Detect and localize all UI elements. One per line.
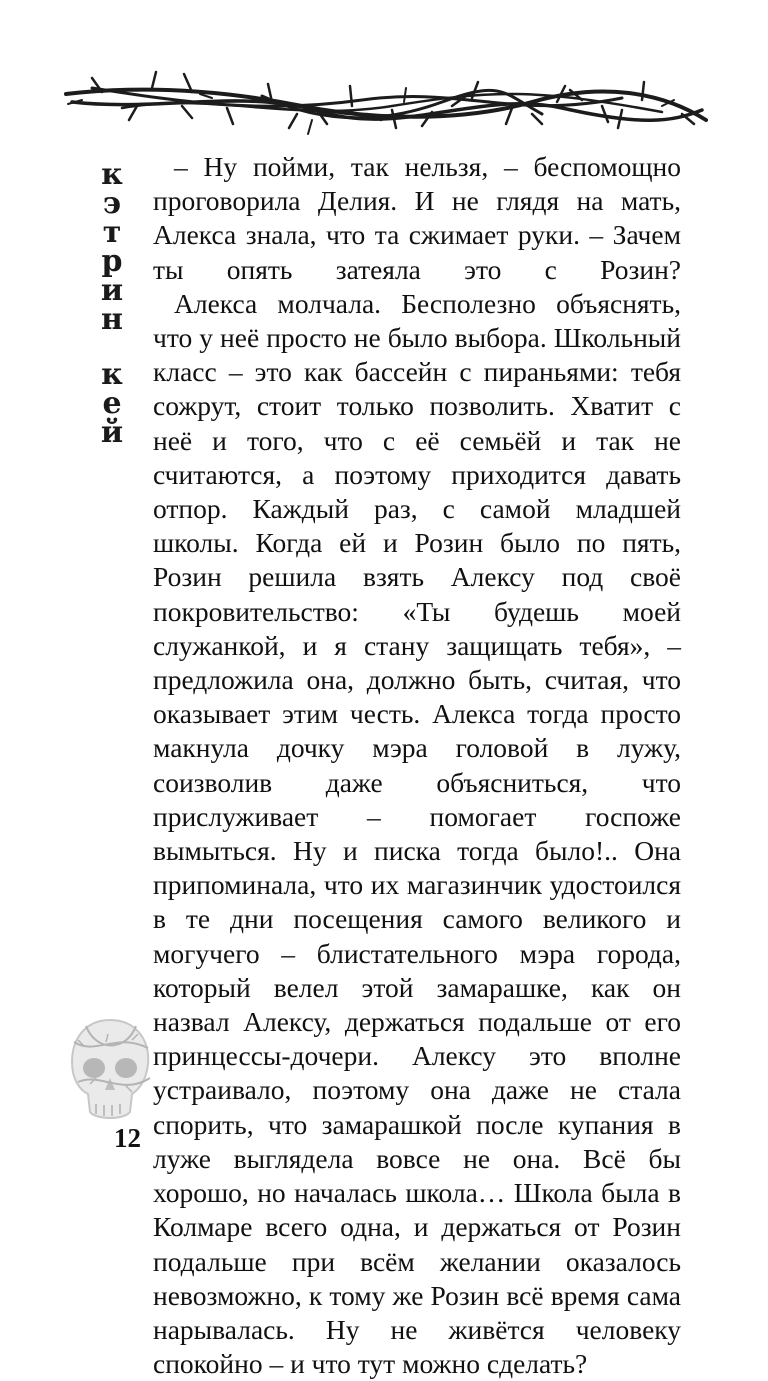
author-name-vertical <box>84 157 140 450</box>
paragraph: Алекса молчала. Бесполезно объяснять, что у неё просто не было выбора. Школьный класс – это как бассейн с пираньями: тебя сожрут, стоит только позволить. Хватит с неё и того, что с её семьёй и так не считаются, а поэтому приходится давать отпор. Каждый раз, с самой младшей школы. Когда ей и Розин было по пять, Розин решила взять Алексу под своё покровительство: «Ты будешь моей служанкой, и я стану защищать тебя», – предложила она, должно быть, считая, что оказывает этим честь. Алекса тогда просто макнула дочку мэра головой в лужу, соизволив даже объясниться, что прислуживает – помогает госпоже вымыться. Ну и писка тогда было!.. Она припоминала, что их магазинчик удостоился в те дни посещения самого великого и могучего – блистательного мэра города, который велел этой замарашке, как он назвал Алексу, держаться подальше от его принцессы-дочери. Алексу это вполне устраивало, поэтому она даже не стала спорить, что замарашкой после купания в луже выглядела вовсе не она. Всё бы хорошо, но началась школа… Школа была в Колмаре всего одна, и держаться от Розин подальше при всём желании оказалось невозможно, к тому же Розин всё время сама нарывалась. Ну не живётся человеку спокойно – и что тут можно сделать? <box>153 287 681 1380</box>
body-text <box>153 150 681 1381</box>
author-letter: н <box>101 302 123 337</box>
author-letter: к <box>101 157 123 192</box>
author-letter: й <box>100 415 124 450</box>
thorn-branch-icon <box>62 62 710 148</box>
author-letter: э <box>102 186 122 221</box>
thorn-skull-icon <box>66 1012 154 1136</box>
paragraph: – Ну пойми, так нельзя, – беспомощно проговорила Делия. И не глядя на мать, Алекса знала, что та сжимает руки. – Зачем ты опять затеяла это с Розин? <box>153 151 681 285</box>
author-letter: р <box>101 244 123 279</box>
author-letter: е <box>102 386 122 421</box>
page-number: 12 <box>114 1123 141 1153</box>
author-letter: к <box>101 357 123 392</box>
author-letter: т <box>102 215 122 250</box>
author-letter: и <box>100 273 124 308</box>
